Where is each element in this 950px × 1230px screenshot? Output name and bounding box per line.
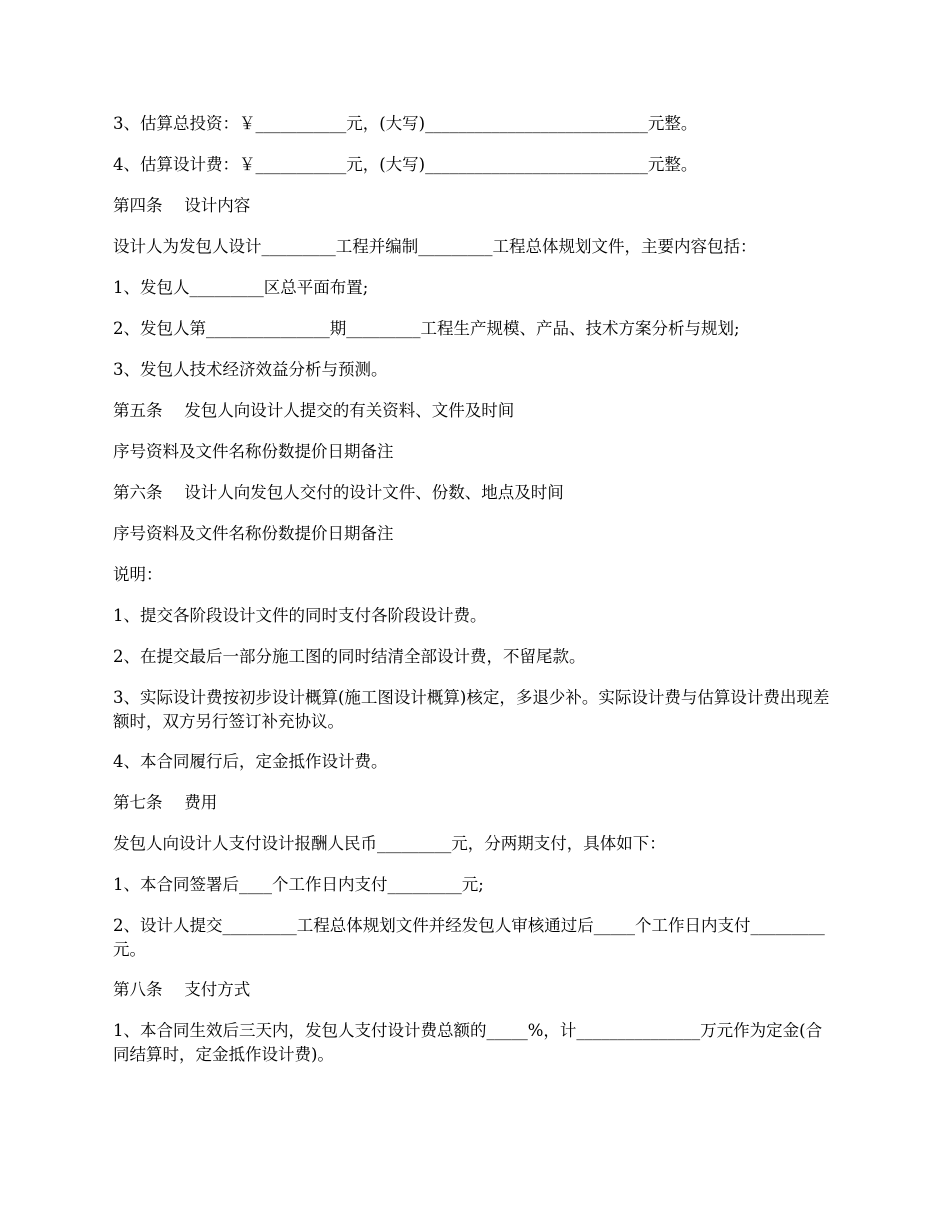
heading-article-8: 第八条 支付方式	[113, 980, 251, 999]
table-header-files-delivered: 序号资料及文件名称份数提价日期备注	[113, 524, 394, 543]
note-item-4: 4、本合同履行后，定金抵作设计费。	[113, 752, 388, 771]
paragraph-design-scope: 设计人为发包人设计_________工程并编制_________工程总体规划文件，主要内容包括：	[113, 237, 757, 256]
table-header-materials-submitted: 序号资料及文件名称份数提价日期备注	[113, 442, 394, 461]
list-item-economic-analysis: 3、发包人技术经济效益分析与预测。	[113, 360, 388, 379]
fee-item-2: 2、设计人提交_________工程总体规划文件并经发包人审核通过后_____个工作日内支付_________元。	[113, 916, 825, 959]
fee-item-1: 1、本合同签署后____个工作日内支付_________元;	[113, 875, 484, 894]
paragraph-design-fee-estimate: 4、估算设计费：￥___________元，(大写)___________________________元整。	[113, 155, 698, 174]
note-item-3: 3、实际设计费按初步设计概算(施工图设计概算)核定，多退少补。实际设计费与估算设计费出现差额时，双方另行签订补充协议。	[113, 688, 830, 731]
list-item-site-plan: 1、发包人_________区总平面布置;	[113, 278, 369, 297]
heading-article-7: 第七条 费用	[113, 793, 218, 812]
contract-page	[113, 112, 837, 1083]
heading-article-4: 第四条 设计内容	[113, 196, 251, 215]
paragraph-total-investment: 3、估算总投资：￥___________元，(大写)___________________________元整。	[113, 114, 698, 133]
payment-item-1: 1、本合同生效后三天内，发包人支付设计费总额的_____%，计_______________万元作为定金(合同结算时，定金抵作设计费)。	[113, 1021, 823, 1064]
heading-notes: 说明：	[113, 565, 163, 584]
note-item-2: 2、在提交最后一部分施工图的同时结清全部设计费，不留尾款。	[113, 647, 586, 666]
list-item-production-scale: 2、发包人第_______________期_________工程生产规模、产品、技术方案分析与规划;	[113, 319, 740, 338]
heading-article-6: 第六条 设计人向发包人交付的设计文件、份数、地点及时间	[113, 483, 564, 502]
heading-article-5: 第五条 发包人向设计人提交的有关资料、文件及时间	[113, 401, 515, 420]
note-item-1: 1、提交各阶段设计文件的同时支付各阶段设计费。	[113, 606, 487, 625]
paragraph-fee-total: 发包人向设计人支付设计报酬人民币_________元，分两期支付，具体如下：	[113, 834, 666, 853]
